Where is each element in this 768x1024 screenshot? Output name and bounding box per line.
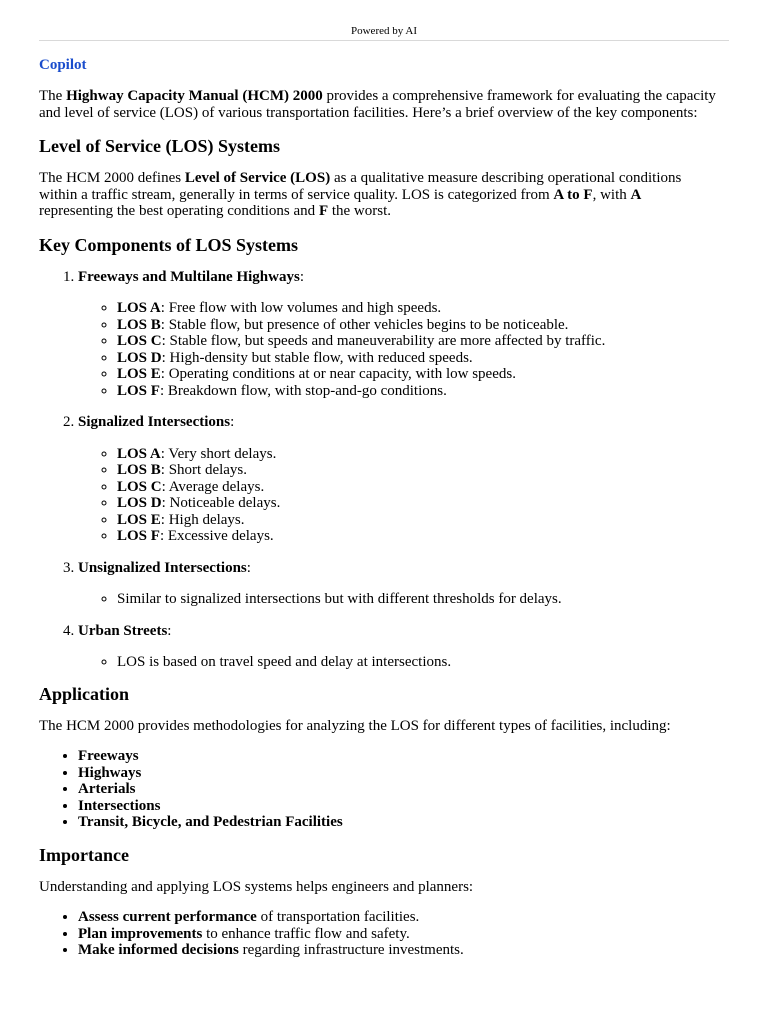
los-text-2: as a qualitative measure describing operational conditions within a traffic stream, generally in terms of service quality. LOS is categorized from: [39, 170, 682, 203]
application-list: [39, 748, 719, 831]
los-grade: LOS E: [117, 366, 161, 382]
benefit-text: regarding infrastructure investments.: [238, 942, 464, 958]
importance-list: [39, 909, 719, 959]
los-description: : Stable flow, but speeds and maneuverability are more affected by traffic.: [161, 333, 606, 349]
los-bold-2: A to F: [553, 186, 593, 203]
los-grade: LOS C: [117, 333, 162, 349]
item-colon: :: [299, 268, 304, 285]
list-item: [117, 512, 719, 529]
signalized-los-list: [78, 446, 719, 545]
benefit-title: Plan improvements: [78, 925, 203, 942]
los-description: : Noticeable delays.: [161, 495, 281, 511]
los-description: : Average delays.: [161, 478, 265, 495]
list-item: [117, 366, 719, 383]
los-grade: LOS C: [117, 478, 162, 495]
list-item: [117, 495, 719, 512]
freeways-los-list: [78, 300, 719, 399]
benefit-text: to enhance traffic flow and safety.: [202, 925, 410, 942]
los-grade: LOS A: [117, 300, 161, 316]
importance-paragraph: Understanding and applying LOS systems helps engineers and planners:: [39, 878, 474, 895]
list-item: [117, 479, 719, 496]
facility-type: Highways: [78, 764, 142, 781]
list-item: [117, 462, 719, 479]
document-content: [39, 52, 719, 959]
los-text-5: the worst.: [328, 203, 392, 219]
los-grade: LOS B: [117, 462, 161, 478]
list-item: [78, 926, 719, 943]
copilot-brand: Copilot: [39, 57, 87, 73]
key-components-list: [39, 269, 719, 671]
item-title: Signalized Intersections: [78, 414, 231, 430]
los-bold-4: F: [318, 203, 329, 219]
list-item: [117, 333, 719, 350]
los-text-1: The HCM 2000 defines: [39, 170, 185, 186]
list-item: [117, 654, 719, 671]
intro-paragraph: [39, 88, 719, 121]
list-item: [117, 446, 719, 463]
los-description: : Operating conditions at or near capacity, with low speeds.: [160, 366, 516, 382]
list-item: [117, 350, 719, 367]
los-description: : Stable flow, but presence of other vehicles begins to be noticeable.: [160, 316, 569, 333]
item-description: Similar to signalized intersections but with different thresholds for delays.: [117, 591, 562, 607]
urban-streets-list: [78, 654, 719, 671]
list-item: [78, 765, 719, 782]
los-description: : Short delays.: [160, 462, 248, 478]
los-grade: LOS F: [117, 528, 160, 544]
los-description: : Excessive delays.: [159, 528, 274, 544]
heading-importance: Importance: [39, 844, 129, 865]
los-grade: LOS D: [117, 495, 162, 511]
heading-key-components: Key Components of LOS Systems: [39, 234, 299, 255]
powered-by-label: Powered by AI: [351, 25, 417, 37]
list-item-urban-streets: [78, 623, 719, 671]
los-grade: LOS F: [117, 382, 160, 399]
benefit-text: of transportation facilities.: [256, 909, 420, 925]
los-description: : Breakdown flow, with stop-and-go conditions.: [159, 382, 447, 399]
page-header: [39, 24, 729, 41]
list-item: [117, 300, 719, 317]
heading-los-systems: Level of Service (LOS) Systems: [39, 136, 280, 156]
los-definition-paragraph: [39, 170, 719, 220]
application-paragraph: The HCM 2000 provides methodologies for analyzing the LOS for different types of facilities, including:: [39, 717, 671, 734]
list-item: [78, 942, 719, 959]
facility-type: Intersections: [78, 797, 161, 814]
intro-text-pre: The: [39, 88, 67, 104]
facility-type: Freeways: [78, 748, 139, 764]
item-title: Unsignalized Intersections: [78, 559, 247, 576]
item-colon: :: [230, 414, 235, 430]
heading-application: Application: [39, 683, 130, 704]
los-bold-3: A: [630, 186, 642, 203]
intro-text-post: provides a comprehensive framework for evaluating the capacity and level of service (LOS) of various transportation facilities. Here’s a brief overview of the key components:: [39, 88, 716, 121]
los-grade: LOS A: [117, 445, 161, 462]
los-grade: LOS D: [117, 349, 162, 366]
facility-type: Transit, Bicycle, and Pedestrian Facilities: [78, 814, 343, 830]
benefit-title: Make informed decisions: [78, 942, 239, 958]
list-item-signalized: [78, 414, 719, 545]
list-item: [78, 909, 719, 926]
los-text-3: , with: [592, 186, 631, 203]
list-item-freeways: [78, 269, 719, 400]
los-description: : High delays.: [160, 511, 245, 528]
list-item: [117, 528, 719, 545]
list-item: [117, 383, 719, 400]
los-grade: LOS E: [117, 511, 161, 528]
los-description: : High-density but stable flow, with reduced speeds.: [161, 349, 473, 366]
item-description: LOS is based on travel speed and delay at intersections.: [117, 654, 452, 670]
list-item: [78, 798, 719, 815]
list-item: [117, 317, 719, 334]
los-description: : Very short delays.: [160, 445, 277, 462]
item-colon: :: [246, 559, 251, 576]
item-title: Freeways and Multilane Highways: [78, 268, 300, 285]
item-colon: :: [167, 622, 172, 639]
facility-type: Arterials: [78, 781, 136, 797]
benefit-title: Assess current performance: [78, 909, 257, 925]
item-title: Urban Streets: [78, 622, 168, 639]
los-grade: LOS B: [117, 316, 161, 333]
los-text-4: representing the best operating conditions and: [39, 203, 319, 219]
list-item: [78, 814, 719, 831]
list-item: [78, 781, 719, 798]
intro-text-bold: Highway Capacity Manual (HCM) 2000: [66, 88, 323, 104]
los-description: : Free flow with low volumes and high speeds.: [160, 300, 442, 316]
unsignalized-list: [78, 591, 719, 608]
los-bold-1: Level of Service (LOS): [184, 170, 331, 186]
list-item-unsignalized: [78, 560, 719, 608]
list-item: [117, 591, 719, 608]
list-item: [78, 748, 719, 765]
